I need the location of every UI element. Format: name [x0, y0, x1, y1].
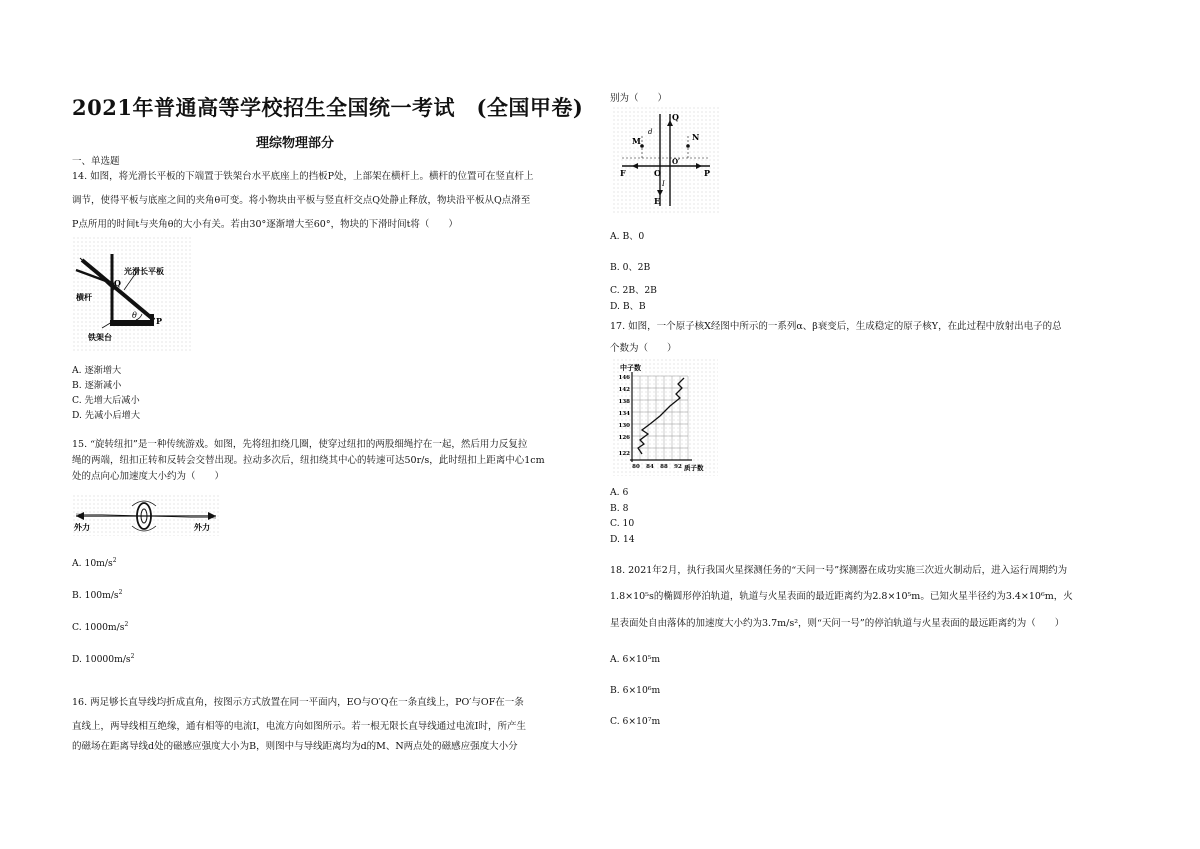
page-title: 2021年普通高等学校招生全国统一考试 (全国甲卷) [72, 95, 584, 120]
q16-label-q: Q [672, 112, 679, 122]
q16-label-p: P [704, 168, 711, 178]
q17-option-a: A. 6 [610, 487, 629, 498]
q18-line-2: 1.8×10⁵s的椭圆形停泊轨道，轨道与火星表面的最近距离约为2.8×10⁵m。已知火星半径约为3.4×10⁶m，火 [610, 591, 1073, 602]
q15-line-2: 绳的两端，纽扣正转和反转会交替出现。拉动多次后，纽扣绕其中心的转速可达50r/s，此时纽扣上距离中心1cm [72, 455, 545, 466]
q15-label-left-force: 外力 [74, 522, 90, 532]
q14-label-q: Q [114, 278, 121, 288]
q16-label-f: F [620, 168, 626, 178]
q15-line-1: 15. “旋转纽扣”是一种传统游戏。如图，先将纽扣绕几圈，使穿过纽扣的两股细绳拧在一起，然后用力反复拉 [72, 439, 528, 450]
q14-label-p: P [156, 316, 163, 326]
q17-option-b: B. 8 [610, 503, 629, 514]
section-heading: 一、单选题 [72, 156, 120, 167]
q17-ytick-126: 126 [618, 435, 630, 441]
q18-option-a: A. 6×10⁵m [610, 654, 661, 665]
q14-label-theta: θ [132, 311, 137, 320]
q16-continuation: 别为（ ） [610, 93, 668, 104]
q16-line-2: 直线上，两导线相互绝缘，通有相等的电流I，电流方向如图所示。若一根无限长直导线通过电流I时，所产生 [72, 721, 527, 732]
q17-ytick-142: 142 [618, 387, 630, 393]
q15-option-b: B. $100m/s^2$ [72, 589, 123, 601]
q17-xtick-88: 88 [660, 464, 668, 470]
q17-line-2: 个数为（ ） [610, 343, 677, 354]
q17-ytick-138: 138 [618, 399, 630, 405]
q14-figure [72, 236, 192, 352]
q18-option-b: B. 6×10⁶m [610, 685, 661, 696]
q17-xtick-92: 92 [674, 464, 682, 470]
q16-label-m: M [632, 136, 641, 146]
q14-label-plate: 光滑长平板 [124, 266, 164, 276]
q14-option-c: C. 先增大后减小 [72, 395, 140, 406]
q16-option-b: B. 0、2B [610, 262, 651, 273]
q17-option-c: C. 10 [610, 518, 635, 529]
q16-line-3: 的磁场在距离导线d处的磁感应强度大小为B，则图中与导线距离均为d的M、N两点处的磁感应强度大小分 [72, 741, 518, 752]
q16-label-o-prime: O′ [672, 157, 680, 166]
q17-ytick-122: 122 [618, 451, 630, 457]
q16-label-i: I [662, 180, 665, 188]
q14-option-b: B. 逐渐减小 [72, 380, 122, 391]
q16-option-a: A. B、0 [610, 231, 645, 242]
q17-ytick-130: 130 [618, 423, 630, 429]
q17-figure [612, 358, 718, 476]
q16-label-n: N [692, 132, 700, 142]
q18-option-c: C. 6×10⁷m [610, 716, 661, 727]
q17-xtick-80: 80 [632, 464, 640, 470]
q16-line-1: 16. 两足够长直导线均折成直角，按图示方式放置在同一平面内，EO与O′Q在一条直线上，PO′与OF在一条 [72, 697, 524, 708]
q17-ylabel: 中子数 [620, 363, 641, 372]
q16-option-d: D. B、B [610, 301, 646, 312]
q15-option-c: C. $1000m/s^2$ [72, 621, 129, 633]
q16-option-c: C. 2B、2B [610, 285, 657, 296]
q17-ytick-134: 134 [618, 411, 630, 417]
q15-figure [72, 494, 220, 536]
q15-option-d: D. $10000m/s^2$ [72, 653, 135, 665]
q15-line-3: 处的点向心加速度大小约为（ ） [72, 471, 225, 482]
section-subtitle: 理综物理部分 [256, 136, 335, 151]
q18-line-1: 18. 2021年2月，执行我国火星探测任务的“天问一号”探测器在成功实施三次近火制动后，进入运行周期约为 [610, 565, 1068, 576]
q14-line-1: 14. 如图，将光滑长平板的下端置于铁架台水平底座上的挡板P处，上部架在横杆上。横杆的位置可在竖直杆上 [72, 171, 534, 182]
q16-label-d: d [648, 128, 653, 136]
q17-xlabel: 质子数 [684, 464, 704, 472]
q17-ytick-146: 146 [618, 375, 630, 381]
q14-line-3: P点所用的时间t与夹角θ的大小有关。若由30°逐渐增大至60°，物块的下滑时间t将（ ） [72, 219, 458, 230]
q17-xtick-84: 84 [646, 464, 654, 470]
q18-line-3: 星表面处自由落体的加速度大小约为3.7m/s²，则“天问一号”的停泊轨道与火星表面的最远距离约为（ ） [610, 618, 1065, 629]
q17-line-1: 17. 如图，一个原子核X经图中所示的一系列α、β衰变后，生成稳定的原子核Y，在此过程中放射出电子的总 [610, 321, 1062, 332]
q15-option-a: A. $10m/s^2$ [72, 557, 117, 569]
q16-label-e: E [654, 196, 661, 206]
q16-label-o: O [654, 168, 661, 178]
q14-option-a: A. 逐渐增大 [72, 365, 122, 376]
q15-label-right-force: 外力 [194, 522, 210, 532]
q14-label-stand: 铁架台 [88, 332, 112, 342]
q14-option-d: D. 先减小后增大 [72, 410, 141, 421]
q17-option-d: D. 14 [610, 534, 635, 545]
q16-figure [612, 106, 720, 214]
q14-label-bar: 横杆 [76, 292, 92, 302]
q14-line-2: 调节，使得平板与底座之间的夹角θ可变。将小物块由平板与竖直杆交点Q处静止释放，物块沿平板从Q点滑至 [72, 195, 531, 206]
